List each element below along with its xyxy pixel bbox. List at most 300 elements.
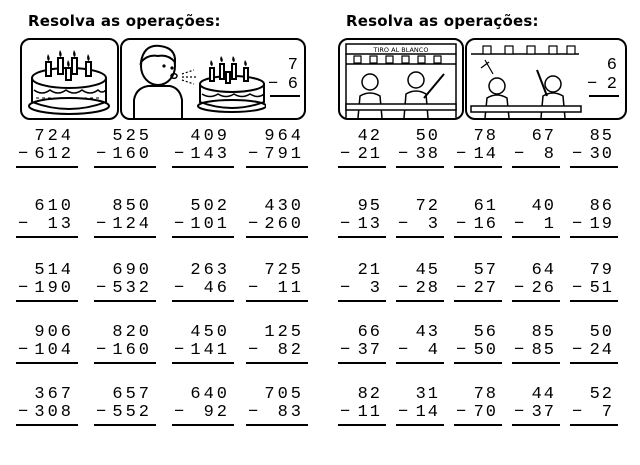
minuend: 72	[415, 197, 440, 216]
subtraction-exercise	[16, 128, 78, 164]
subtrahend-row	[172, 404, 234, 422]
minus-sign: −	[514, 145, 525, 164]
subtraction-exercise	[338, 128, 386, 164]
subtraction-exercise	[246, 386, 308, 422]
subtrahend: 92	[203, 403, 230, 422]
birthday-cake-icon	[22, 40, 117, 118]
subtrahend-row	[570, 146, 618, 164]
minus-sign: −	[572, 145, 583, 164]
answer-line	[172, 362, 234, 364]
minus-sign: −	[340, 341, 351, 360]
minuend-row	[396, 386, 444, 404]
subtrahend: 38	[415, 145, 440, 164]
subtrahend: 143	[190, 145, 230, 164]
minus-sign: −	[340, 279, 351, 298]
minuend: 125	[264, 323, 304, 342]
subtrahend: 28	[415, 279, 440, 298]
subtrahend-row	[512, 280, 560, 298]
subtrahend: 160	[112, 341, 152, 360]
answer-line	[338, 236, 386, 238]
minuend: 657	[112, 385, 152, 404]
answer-line	[172, 236, 234, 238]
minuend: 40	[531, 197, 556, 216]
right-example-top: 6	[606, 56, 617, 75]
minus-sign: −	[340, 145, 351, 164]
minuend: 850	[112, 197, 152, 216]
answer-line	[454, 424, 502, 426]
subtrahend-row	[338, 280, 386, 298]
answer-line	[512, 166, 560, 168]
minuend: 78	[473, 385, 498, 404]
answer-line	[94, 300, 156, 302]
subtrahend-row	[246, 404, 308, 422]
subtraction-exercise	[338, 198, 386, 234]
right-illustration-gallery	[338, 38, 464, 120]
minus-sign: −	[398, 215, 409, 234]
subtrahend-row	[94, 404, 156, 422]
answer-line	[16, 300, 78, 302]
subtraction-exercise	[94, 324, 156, 360]
left-title: Resolva as operações:	[28, 12, 221, 30]
answer-line	[338, 166, 386, 168]
minus-sign: −	[96, 341, 107, 360]
minuend: 44	[531, 385, 556, 404]
minuend-row	[94, 386, 156, 404]
minuend-row	[16, 128, 78, 146]
minuend: 514	[34, 261, 74, 280]
subtraction-exercise	[570, 198, 618, 234]
answer-line	[454, 300, 502, 302]
minuend: 82	[357, 385, 382, 404]
minuend-row	[16, 198, 78, 216]
subtrahend: 26	[531, 279, 556, 298]
subtrahend-row	[172, 146, 234, 164]
subtraction-exercise	[94, 262, 156, 298]
minuend-row	[454, 262, 502, 280]
subtrahend-row	[16, 342, 78, 360]
subtraction-exercise	[338, 386, 386, 422]
answer-line	[570, 424, 618, 426]
minuend: 450	[190, 323, 230, 342]
left-illustration-boy	[120, 38, 306, 120]
subtrahend-row	[338, 146, 386, 164]
subtrahend-row	[512, 342, 560, 360]
subtrahend: 13	[47, 215, 74, 234]
subtrahend: 552	[112, 403, 152, 422]
minuend: 95	[357, 197, 382, 216]
answer-line	[16, 424, 78, 426]
answer-line	[396, 300, 444, 302]
subtrahend-row	[454, 342, 502, 360]
minus-sign: −	[96, 279, 107, 298]
minuend-row	[512, 198, 560, 216]
subtrahend: 37	[531, 403, 556, 422]
minuend: 61	[473, 197, 498, 216]
subtraction-exercise	[338, 324, 386, 360]
answer-line	[172, 300, 234, 302]
minuend-row	[338, 262, 386, 280]
subtrahend: 83	[277, 403, 304, 422]
answer-line	[246, 166, 308, 168]
answer-line	[338, 300, 386, 302]
minuend-row	[570, 262, 618, 280]
minuend-row	[338, 386, 386, 404]
minus-sign: −	[174, 341, 185, 360]
minuend-row	[246, 128, 308, 146]
subtraction-exercise	[512, 198, 560, 234]
subtraction-exercise	[570, 262, 618, 298]
minuend-row	[338, 128, 386, 146]
subtrahend-row	[512, 404, 560, 422]
subtrahend: 27	[473, 279, 498, 298]
minuend-row	[396, 324, 444, 342]
minuend: 86	[589, 197, 614, 216]
answer-line	[570, 300, 618, 302]
minuend: 724	[34, 127, 74, 146]
minuend: 52	[589, 385, 614, 404]
answer-line	[16, 166, 78, 168]
subtrahend-row	[454, 404, 502, 422]
answer-line	[172, 424, 234, 426]
subtrahend: 8	[543, 145, 556, 164]
subtrahend-row	[454, 216, 502, 234]
answer-line	[172, 166, 234, 168]
answer-line	[396, 424, 444, 426]
minus-sign: −	[248, 145, 259, 164]
answer-line	[570, 236, 618, 238]
minus-sign: −	[18, 215, 29, 234]
answer-line	[570, 362, 618, 364]
subtrahend-row	[396, 404, 444, 422]
subtrahend-row	[570, 404, 618, 422]
subtraction-exercise	[396, 324, 444, 360]
subtraction-exercise	[246, 198, 308, 234]
minuend: 367	[34, 385, 74, 404]
left-illustration-cake	[20, 38, 119, 120]
minus-sign: −	[248, 279, 259, 298]
minus-sign: −	[248, 341, 259, 360]
minuend: 85	[531, 323, 556, 342]
answer-line	[570, 166, 618, 168]
subtraction-exercise	[16, 198, 78, 234]
answer-line	[512, 300, 560, 302]
left-example-operation	[270, 56, 300, 97]
subtrahend-row	[396, 216, 444, 234]
minus-sign: −	[96, 403, 107, 422]
minus-sign: −	[572, 279, 583, 298]
minuend: 43	[415, 323, 440, 342]
subtrahend-row	[94, 280, 156, 298]
minuend-row	[512, 324, 560, 342]
answer-line	[246, 300, 308, 302]
subtrahend: 260	[264, 215, 304, 234]
subtraction-exercise	[454, 262, 502, 298]
answer-line	[16, 362, 78, 364]
subtraction-exercise	[454, 128, 502, 164]
subtrahend-row	[512, 216, 560, 234]
minus-sign: −	[248, 403, 259, 422]
subtrahend-row	[570, 342, 618, 360]
minus-sign: −	[572, 403, 583, 422]
subtraction-exercise	[172, 128, 234, 164]
subtrahend: 190	[34, 279, 74, 298]
subtrahend: 82	[277, 341, 304, 360]
subtrahend: 51	[589, 279, 614, 298]
answer-line	[454, 236, 502, 238]
minus-sign: −	[398, 341, 409, 360]
subtrahend-row	[396, 146, 444, 164]
subtrahend-row	[16, 404, 78, 422]
minuend: 906	[34, 323, 74, 342]
minuend-row	[172, 128, 234, 146]
minuend: 263	[190, 261, 230, 280]
minuend-row	[16, 324, 78, 342]
right-example-line	[589, 95, 619, 97]
answer-line	[94, 166, 156, 168]
subtrahend-row	[338, 342, 386, 360]
answer-line	[94, 236, 156, 238]
subtrahend-row	[172, 280, 234, 298]
left-example-bottom-row	[270, 75, 298, 94]
subtrahend: 4	[427, 341, 440, 360]
subtrahend: 124	[112, 215, 152, 234]
minuend-row	[454, 386, 502, 404]
subtraction-exercise	[172, 386, 234, 422]
right-example-bottom: 2	[606, 75, 617, 94]
answer-line	[94, 424, 156, 426]
subtrahend-row	[246, 216, 308, 234]
subtrahend-row	[454, 146, 502, 164]
minus-sign: −	[96, 145, 107, 164]
minus-sign: −	[18, 145, 29, 164]
subtrahend-row	[16, 216, 78, 234]
minus-sign: −	[174, 215, 185, 234]
minuend-row	[172, 198, 234, 216]
answer-line	[16, 236, 78, 238]
minuend-row	[338, 324, 386, 342]
left-example-top: 7	[287, 56, 298, 75]
minuend: 690	[112, 261, 152, 280]
minus-sign: −	[398, 145, 409, 164]
minus-sign: −	[456, 341, 467, 360]
subtrahend: 13	[357, 215, 382, 234]
minus-sign: −	[514, 403, 525, 422]
subtraction-exercise	[570, 324, 618, 360]
right-example-operation	[589, 56, 619, 97]
subtrahend-row	[246, 146, 308, 164]
subtraction-exercise	[16, 386, 78, 422]
subtrahend-row	[512, 146, 560, 164]
subtraction-exercise	[512, 128, 560, 164]
subtrahend: 30	[589, 145, 614, 164]
minus-sign: −	[340, 403, 351, 422]
minuend-row	[454, 128, 502, 146]
answer-line	[512, 362, 560, 364]
minuend-row	[94, 128, 156, 146]
minuend: 610	[34, 197, 74, 216]
minuend-row	[396, 262, 444, 280]
minuend: 45	[415, 261, 440, 280]
minuend: 64	[531, 261, 556, 280]
subtraction-exercise	[396, 386, 444, 422]
minus-sign: −	[456, 215, 467, 234]
subtrahend: 19	[589, 215, 614, 234]
minuend: 78	[473, 127, 498, 146]
minus-sign: −	[572, 215, 583, 234]
subtraction-exercise	[512, 324, 560, 360]
minus-sign: −	[456, 403, 467, 422]
subtraction-exercise	[454, 198, 502, 234]
subtrahend-row	[16, 146, 78, 164]
subtraction-exercise	[172, 198, 234, 234]
subtrahend: 1	[543, 215, 556, 234]
subtraction-exercise	[454, 324, 502, 360]
minus-sign: −	[514, 279, 525, 298]
minuend: 725	[264, 261, 304, 280]
answer-line	[512, 236, 560, 238]
subtrahend: 160	[112, 145, 152, 164]
minuend-row	[512, 128, 560, 146]
minus-sign: −	[340, 215, 351, 234]
answer-line	[246, 236, 308, 238]
answer-line	[396, 166, 444, 168]
right-title: Resolva as operações:	[346, 12, 539, 30]
subtraction-exercise	[172, 262, 234, 298]
right-example-minus: −	[587, 75, 598, 94]
subtraction-exercise	[16, 324, 78, 360]
minuend-row	[512, 262, 560, 280]
minus-sign: −	[18, 403, 29, 422]
subtrahend: 14	[473, 145, 498, 164]
subtrahend-row	[16, 280, 78, 298]
minuend: 42	[357, 127, 382, 146]
minuend-row	[454, 324, 502, 342]
answer-line	[338, 362, 386, 364]
minuend: 50	[589, 323, 614, 342]
answer-line	[94, 362, 156, 364]
minuend-row	[396, 128, 444, 146]
answer-line	[396, 362, 444, 364]
subtrahend: 85	[531, 341, 556, 360]
subtrahend: 37	[357, 341, 382, 360]
subtraction-exercise	[570, 128, 618, 164]
right-example-bottom-row	[589, 75, 617, 94]
minuend-row	[396, 198, 444, 216]
subtrahend: 21	[357, 145, 382, 164]
minuend: 21	[357, 261, 382, 280]
minus-sign: −	[398, 279, 409, 298]
minuend: 964	[264, 127, 304, 146]
minuend: 67	[531, 127, 556, 146]
minus-sign: −	[456, 145, 467, 164]
minuend: 85	[589, 127, 614, 146]
left-example-minus: −	[268, 75, 279, 94]
subtrahend-row	[454, 280, 502, 298]
subtraction-exercise	[246, 324, 308, 360]
minuend-row	[454, 198, 502, 216]
minuend-row	[246, 262, 308, 280]
minuend: 430	[264, 197, 304, 216]
minuend-row	[570, 128, 618, 146]
subtrahend: 141	[190, 341, 230, 360]
subtrahend-row	[172, 216, 234, 234]
right-illustration-targets	[465, 38, 627, 120]
left-example-line	[270, 95, 300, 97]
minus-sign: −	[96, 215, 107, 234]
minuend-row	[512, 386, 560, 404]
minuend: 66	[357, 323, 382, 342]
subtrahend-row	[246, 342, 308, 360]
subtrahend-row	[338, 404, 386, 422]
answer-line	[246, 362, 308, 364]
minus-sign: −	[514, 215, 525, 234]
minuend-row	[172, 386, 234, 404]
minuend-row	[16, 262, 78, 280]
minuend: 31	[415, 385, 440, 404]
minus-sign: −	[174, 145, 185, 164]
subtrahend: 791	[264, 145, 304, 164]
minuend-row	[94, 262, 156, 280]
minuend-row	[94, 198, 156, 216]
subtrahend-row	[570, 280, 618, 298]
subtrahend: 50	[473, 341, 498, 360]
answer-line	[246, 424, 308, 426]
minuend-row	[94, 324, 156, 342]
answer-line	[396, 236, 444, 238]
subtraction-exercise	[94, 128, 156, 164]
minuend: 525	[112, 127, 152, 146]
subtraction-exercise	[396, 128, 444, 164]
minuend: 79	[589, 261, 614, 280]
subtraction-exercise	[246, 128, 308, 164]
minus-sign: −	[456, 279, 467, 298]
subtrahend: 612	[34, 145, 74, 164]
subtraction-exercise	[512, 262, 560, 298]
subtrahend-row	[396, 342, 444, 360]
subtrahend: 3	[369, 279, 382, 298]
shooting-gallery-kids-icon	[340, 40, 462, 118]
minuend: 820	[112, 323, 152, 342]
subtrahend: 24	[589, 341, 614, 360]
answer-line	[454, 166, 502, 168]
minuend-row	[570, 324, 618, 342]
answer-line	[338, 424, 386, 426]
minus-sign: −	[18, 341, 29, 360]
subtraction-exercise	[94, 198, 156, 234]
answer-line	[512, 424, 560, 426]
minus-sign: −	[572, 341, 583, 360]
subtrahend: 7	[601, 403, 614, 422]
minuend: 56	[473, 323, 498, 342]
minus-sign: −	[514, 341, 525, 360]
subtrahend: 11	[277, 279, 304, 298]
subtrahend: 14	[415, 403, 440, 422]
subtrahend-row	[172, 342, 234, 360]
subtrahend-row	[338, 216, 386, 234]
subtraction-exercise	[338, 262, 386, 298]
minuend-row	[570, 386, 618, 404]
subtrahend: 101	[190, 215, 230, 234]
subtraction-exercise	[246, 262, 308, 298]
subtrahend-row	[396, 280, 444, 298]
minus-sign: −	[398, 403, 409, 422]
minuend-row	[172, 262, 234, 280]
subtrahend-row	[570, 216, 618, 234]
subtrahend: 104	[34, 341, 74, 360]
minuend-row	[16, 386, 78, 404]
subtrahend-row	[246, 280, 308, 298]
subtrahend-row	[94, 216, 156, 234]
